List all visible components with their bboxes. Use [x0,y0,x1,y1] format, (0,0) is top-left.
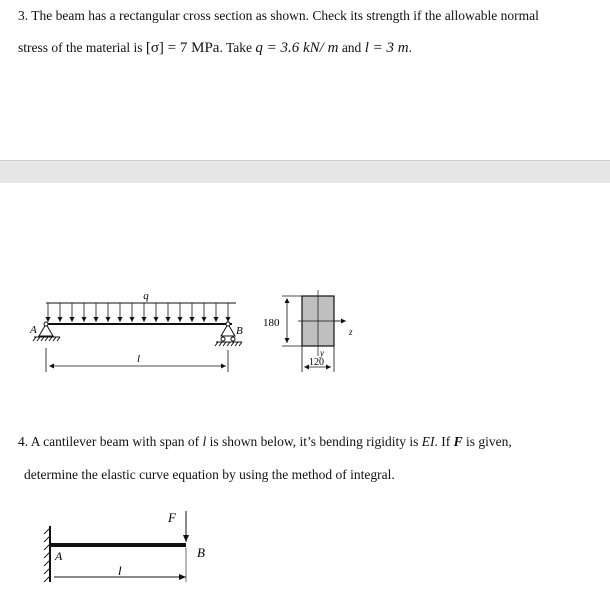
problem4-line2: determine the elastic curve equation by using the method of integral. [24,467,395,482]
take-text: . Take [219,40,253,55]
span-label-l-3: l [137,353,141,365]
p4-ei-symbol: EI [421,434,435,449]
problem3-line1: 3. The beam has a rectangular cross section as shown. Check its strength if the allowable normal [18,8,539,23]
force-label-f: F [168,510,176,525]
p4-force-symbol: F [453,434,463,449]
l-expression: l = 3 m [364,40,409,56]
p4-text-a: 4. A cantilever beam with span of [18,434,200,449]
load-label-q: q [143,290,149,302]
axis-label-z: z [349,327,353,337]
p4-text-c: . If [434,434,451,449]
p4-span-symbol: l [202,434,207,449]
end-label-a: A [55,549,63,563]
period-text: . [408,40,412,55]
support-label-b: B [236,325,243,337]
distributed-load-arrows [48,303,228,322]
axis-label-y: y [320,348,324,358]
cantilever-beam-figure [44,511,186,582]
q-expression: q = 3.6 kN/ m [255,40,339,56]
width-label-120: 120 [309,357,324,368]
p4-text-b: is shown below, it’s bending rigidity is [209,434,419,449]
end-label-b: B [197,545,205,560]
stress-prefix: stress of the material is [18,40,143,55]
height-label-180: 180 [263,317,280,329]
p4-text-d: is given, [465,434,512,449]
sigma-expression: [σ] = 7 MPa [145,40,220,56]
support-label-a: A [30,324,37,336]
span-label-l-4: l [118,563,122,578]
and-text: and [341,40,362,55]
